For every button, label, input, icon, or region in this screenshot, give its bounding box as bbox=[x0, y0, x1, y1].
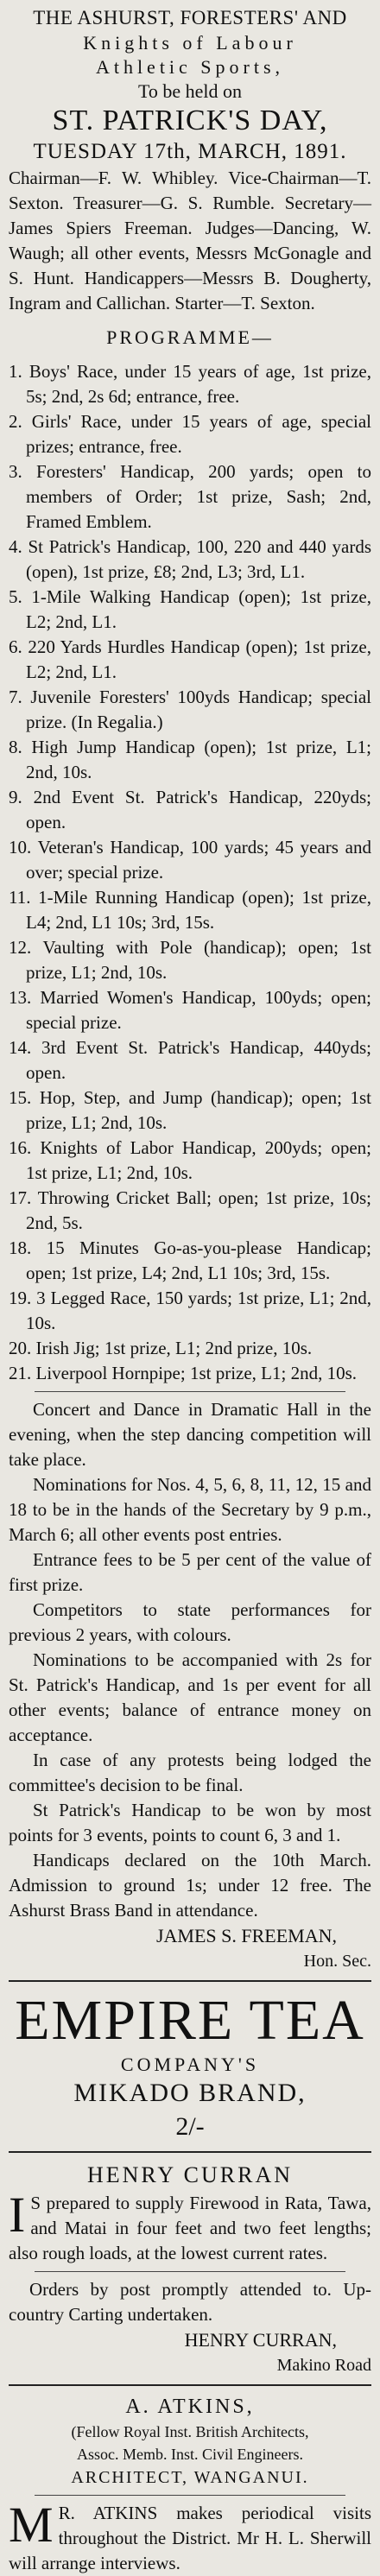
atkins-credential-2: Assoc. Memb. Inst. Civil Engineers. bbox=[77, 2446, 303, 2463]
programme-item: 16. Knights of Labor Handicap, 200yds; open; 1st prize, L1; 2nd, 10s. bbox=[9, 1137, 371, 1183]
ad-title-line2: Knights of Labour bbox=[83, 32, 297, 54]
signature-name: JAMES S. FREEMAN, bbox=[155, 1925, 337, 1946]
section-divider bbox=[9, 2384, 371, 2386]
note-paragraph: St Patrick's Handicap to be won by most points for 3 events, points to count 6, 3 and 1. bbox=[9, 1800, 371, 1845]
ad-title-line3: Athletic Sports, bbox=[95, 56, 285, 78]
programme-item: 1. Boys' Race, under 15 years of age, 1st prize, 5s; 2nd, 2s 6d; entrance, free. bbox=[9, 361, 371, 407]
empire-tea-title: EMPIRE TEA bbox=[15, 1989, 365, 2052]
atkins-body bbox=[9, 2497, 371, 2576]
note-paragraph: Nominations for Nos. 4, 5, 6, 8, 11, 12, 15 and 18 to be in the hands of the Secretary by 9 p.m., March 6; all other events post entries. bbox=[9, 1474, 371, 1545]
empire-tea-ad bbox=[9, 1989, 371, 2144]
programme-item: 8. High Jump Handicap (open); 1st prize, L1; 2nd, 10s. bbox=[9, 737, 371, 782]
programme-item: 3. Foresters' Handicap, 200 yards; open to members of Order; 1st prize, Sash; 2nd, Framed Emblem. bbox=[9, 461, 371, 532]
divider bbox=[35, 2271, 345, 2272]
curran-body-text: S prepared to supply Firewood in Rata, Tawa, and Matai in four feet and two feet lengths; also rough loads, at the lowest current rates. bbox=[9, 2193, 371, 2263]
section-divider bbox=[9, 1980, 371, 1982]
programme-item: 20. Irish Jig; 1st prize, L1; 2nd prize, 10s. bbox=[9, 1338, 313, 1358]
curran-signature: HENRY CURRAN, bbox=[184, 2329, 337, 2351]
note-paragraph: Competitors to state performances for previous 2 years, with colours. bbox=[9, 1599, 371, 1645]
divider bbox=[35, 1391, 345, 1392]
curran-orders: Orders by post promptly attended to. Up-country Carting undertaken. bbox=[9, 2279, 371, 2325]
officials-paragraph: Chairman—F. W. Whibley. Vice-Chairman—T. Sexton. Treasurer—G. S. Rumble. Secretary—James Spiers Freeman. Judges—Dancing, W. Waugh; all other events, Messrs McGonagle and S. Hunt. Handicappers—Messrs B. Dougherty, Ingram and Callichan. Starter—T. Sexton. bbox=[9, 168, 371, 313]
programme-list bbox=[9, 359, 371, 1386]
empire-company: COMPANY'S bbox=[120, 2054, 260, 2075]
tea-price: 2/- bbox=[175, 2112, 205, 2141]
note-paragraph: Nominations to be accompanied with 2s for St. Patrick's Handicap, and 1s per event for all other events; balance of entrance money on acceptance. bbox=[9, 1649, 371, 1745]
to-be-held: To be held on bbox=[137, 80, 243, 102]
programme-item: 15. Hop, Step, and Jump (handicap); open; 1st prize, L1; 2nd, 10s. bbox=[9, 1087, 371, 1133]
atkins-profession: ARCHITECT, WANGANUI. bbox=[71, 2468, 309, 2487]
note-paragraph: Handicaps declared on the 10th March. Admission to ground 1s; under 12 free. The Ashurst Brass Band in attendance. bbox=[9, 1850, 371, 1921]
athletic-sports-ad bbox=[9, 5, 371, 1973]
note-paragraph: In case of any protests being lodged the committee's decision to be final. bbox=[9, 1750, 371, 1795]
curran-name: HENRY CURRAN bbox=[86, 2162, 293, 2187]
programme-item: 2. Girls' Race, under 15 years of age, special prizes; entrance, free. bbox=[9, 411, 371, 457]
drop-cap: M bbox=[9, 2497, 54, 2553]
programme-item: 6. 220 Yards Hurdles Handicap (open); 1st prize, L2; 2nd, L1. bbox=[9, 636, 371, 682]
programme-item: 14. 3rd Event St. Patrick's Handicap, 440yds; open. bbox=[9, 1037, 371, 1083]
event-date: TUESDAY 17th, MARCH, 1891. bbox=[33, 140, 347, 163]
mikado-brand: MIKADO BRAND, bbox=[73, 2079, 307, 2107]
atkins-name: A. ATKINS, bbox=[125, 2396, 255, 2418]
note-paragraph: Concert and Dance in Dramatic Hall in the evening, when the step dancing competition will take place. bbox=[9, 1399, 371, 1470]
curran-body bbox=[9, 2187, 371, 2266]
atkins-ad bbox=[9, 2393, 371, 2576]
programme-item: 13. Married Women's Handicap, 100yds; open; special prize. bbox=[9, 987, 371, 1033]
programme-item: 18. 15 Minutes Go-as-you-please Handicap; open; 1st prize, L4; 2nd, L1 10s; 3rd, 15s. bbox=[9, 1237, 371, 1283]
section-divider bbox=[9, 2151, 371, 2153]
programme-item: 5. 1-Mile Walking Handicap (open); 1st prize, L2; 2nd, L1. bbox=[9, 586, 371, 632]
divider bbox=[35, 2495, 345, 2496]
programme-item: 7. Juvenile Foresters' 100yds Handicap; special prize. (In Regalia.) bbox=[9, 687, 371, 732]
notes-section bbox=[9, 1397, 371, 1923]
henry-curran-ad bbox=[9, 2160, 371, 2377]
atkins-credential-1: (Fellow Royal Inst. British Architects, bbox=[71, 2423, 309, 2440]
programme-item: 9. 2nd Event St. Patrick's Handicap, 220yds; open. bbox=[9, 787, 371, 832]
programme-heading: PROGRAMME— bbox=[106, 326, 274, 348]
programme-item: 12. Vaulting with Pole (handicap); open; 1st prize, L1; 2nd, 10s. bbox=[9, 937, 371, 983]
event-day: ST. PATRICK'S DAY, bbox=[52, 104, 328, 136]
programme-item: 21. Liverpool Hornpipe; 1st prize, L1; 2nd, 10s. bbox=[9, 1363, 358, 1383]
curran-address: Makino Road bbox=[276, 2356, 371, 2375]
programme-item: 4. St Patrick's Handicap, 100, 220 and 440 yards (open), 1st prize, £8; 2nd, L3; 3rd, L1. bbox=[9, 536, 371, 582]
note-paragraph: Entrance fees to be 5 per cent of the value of first prize. bbox=[9, 1549, 371, 1595]
programme-item: 19. 3 Legged Race, 150 yards; 1st prize, L1; 2nd, 10s. bbox=[9, 1288, 371, 1333]
ad-title-line1: THE ASHURST, FORESTERS' AND bbox=[33, 7, 347, 28]
drop-cap: I bbox=[9, 2187, 26, 2243]
signature-title: Hon. Sec. bbox=[303, 1952, 371, 1971]
programme-item: 10. Veteran's Handicap, 100 yards; 45 years and over; special prize. bbox=[9, 837, 371, 883]
atkins-body-text: R. ATKINS makes periodical visits throughout the District. Mr H. L. Sherwill will arrange interviews. bbox=[9, 2503, 371, 2573]
programme-item: 11. 1-Mile Running Handicap (open); 1st prize, L4; 2nd, L1 10s; 3rd, 15s. bbox=[9, 887, 371, 933]
programme-item: 17. Throwing Cricket Ball; open; 1st prize, 10s; 2nd, 5s. bbox=[9, 1187, 371, 1233]
